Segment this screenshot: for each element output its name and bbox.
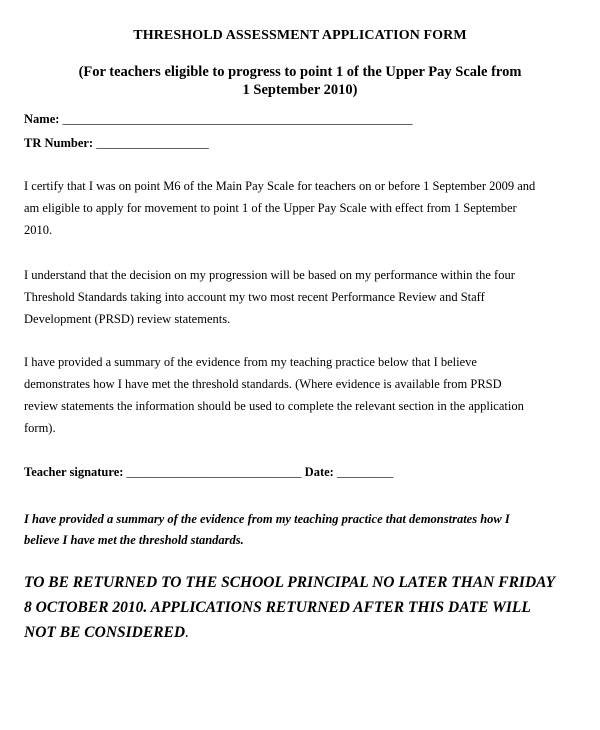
name-blank[interactable]: ________________________________________________________ — [62, 112, 413, 126]
subtitle-line: (For teachers eligible to progress to point 1 of the Upper Pay Scale from — [78, 64, 522, 80]
paragraph-line: 2010. — [24, 223, 53, 237]
statement-line: I have provided a summary of the evidence from my teaching practice that demonstrates how I — [24, 512, 510, 526]
signature-label: Teacher signature: — [24, 465, 124, 479]
paragraph-line: I certify that I was on point M6 of the Main Pay Scale for teachers on or before 1 September 2009 and — [24, 179, 536, 193]
notice-text: NOT BE CONSIDERED — [24, 624, 186, 641]
paragraph-line: I have provided a summary of the evidence from my teaching practice below that I believe — [24, 355, 477, 369]
name-label: Name: — [24, 112, 60, 126]
understand-paragraph — [24, 264, 584, 330]
paragraph-line: review statements the information should be used to complete the relevant section in the application — [24, 399, 524, 413]
paragraph-line: am eligible to apply for movement to point 1 of the Upper Pay Scale with effect from 1 September — [24, 201, 517, 215]
statement-line: believe I have met the threshold standards. — [24, 533, 244, 547]
paragraph-line: demonstrates how I have met the threshold standards. (Where evidence is available from PRSD — [24, 377, 502, 391]
subtitle-line: 1 September 2010) — [242, 82, 358, 98]
tr-number-field[interactable] — [24, 136, 209, 151]
date-label: Date: — [304, 465, 334, 479]
name-field[interactable] — [24, 112, 413, 127]
paragraph-line: I understand that the decision on my progression will be based on my performance within the four — [24, 268, 515, 282]
evidence-paragraph — [24, 351, 584, 439]
signature-blank[interactable]: ____________________________ — [126, 465, 302, 479]
form-subtitle — [30, 63, 570, 99]
paragraph-line: Development (PRSD) review statements. — [24, 312, 231, 326]
date-blank[interactable]: _________ — [336, 465, 394, 479]
tr-number-blank[interactable]: __________________ — [96, 136, 209, 150]
form-title: THRESHOLD ASSESSMENT APPLICATION FORM — [133, 28, 467, 43]
notice-line: 8 OCTOBER 2010. APPLICATIONS RETURNED AFTER THIS DATE WILL — [24, 599, 531, 616]
notice-period: . — [185, 624, 189, 641]
notice-line: TO BE RETURNED TO THE SCHOOL PRINCIPAL NO LATER THAN FRIDAY — [24, 574, 556, 591]
tr-number-label: TR Number: — [24, 136, 94, 150]
paragraph-line: Threshold Standards taking into account my two most recent Performance Review and Staff — [24, 290, 485, 304]
paragraph-line: form). — [24, 421, 56, 435]
signature-row — [24, 465, 393, 480]
notice-line — [24, 620, 594, 645]
return-notice — [24, 570, 594, 645]
evidence-statement — [24, 509, 584, 551]
certify-paragraph — [24, 175, 584, 241]
